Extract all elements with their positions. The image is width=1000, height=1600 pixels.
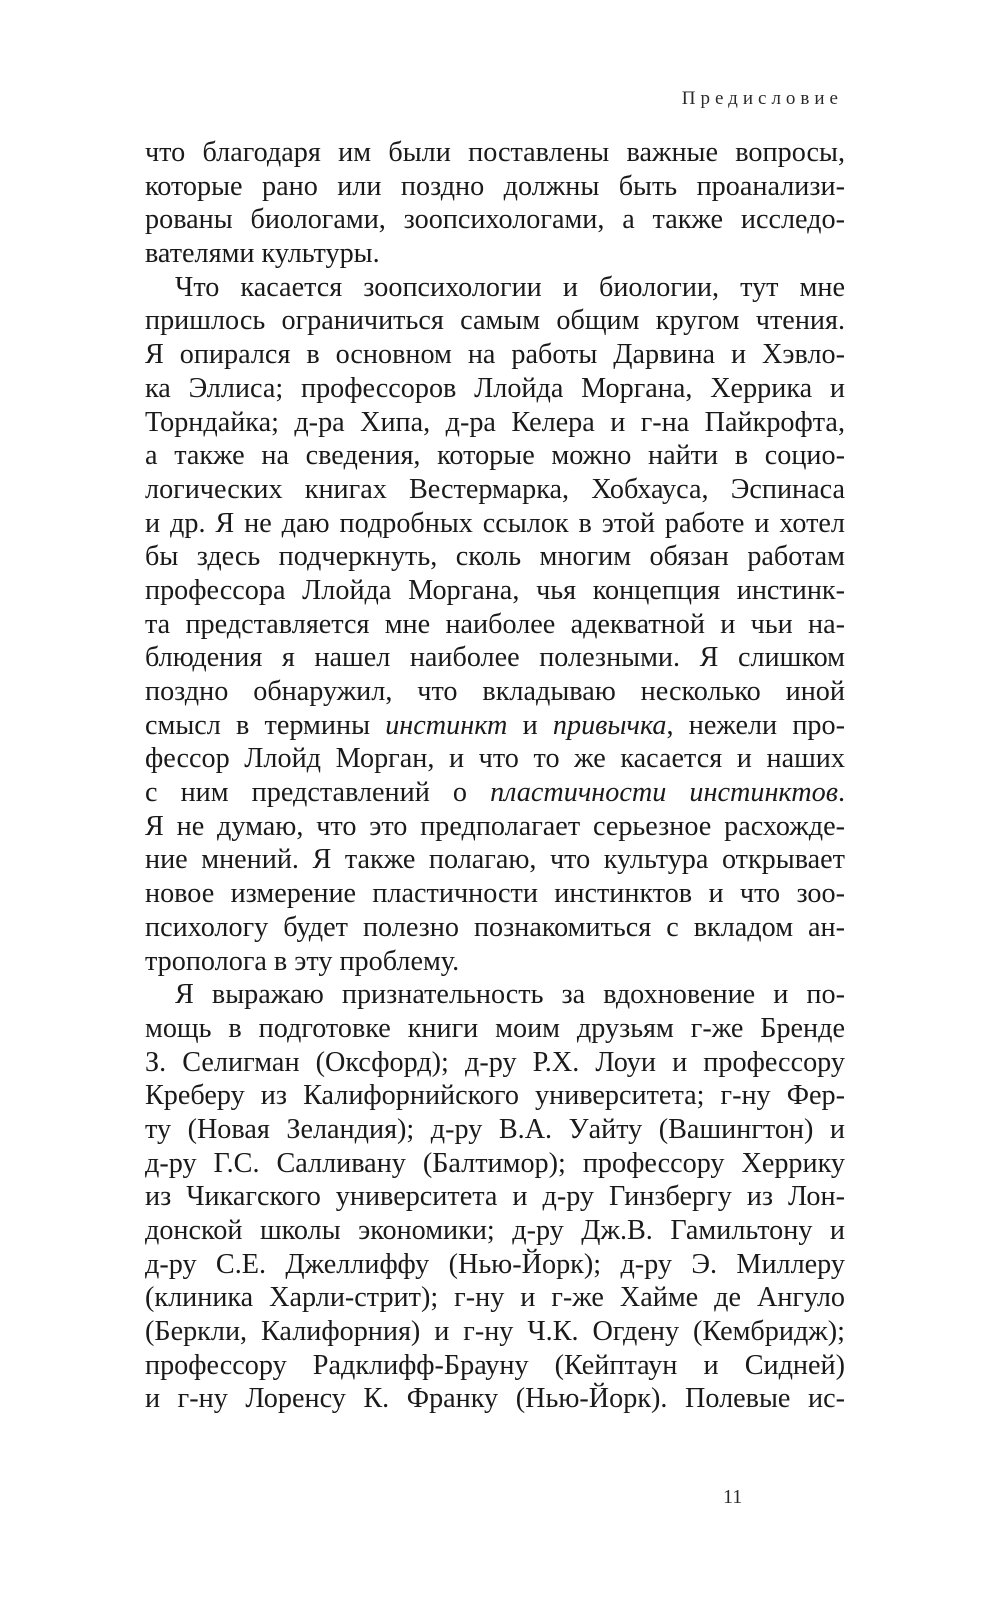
text-run: и [507, 709, 553, 741]
text-line: ка Эллиса; профессоров Ллойда Моргана, Херрика и [145, 372, 845, 404]
text-run: , нежели про- [666, 709, 845, 741]
text-line: Креберу из Калифорнийского университета; г-ну Фер- [145, 1080, 845, 1112]
text-line: ние мнений. Я также полагаю, что культура открывает [145, 844, 845, 876]
text-line: та представляется мне наиболее адекватной и чьи на- [145, 608, 845, 640]
text-line-with-italics [145, 776, 845, 810]
text-line: вателями культуры. [145, 238, 380, 270]
text-line: а также на сведения, которые можно найти в социо- [145, 440, 845, 472]
text-line: д-ру С.Е. Джеллиффу (Нью-Йорк); д-ру Э. Миллеру [145, 1248, 845, 1280]
text-line: Я не думаю, что это предполагает серьезное расхожде- [145, 810, 845, 842]
text-line: блюдения я нашел наиболее полезными. Я слишком [145, 642, 845, 674]
text-line: профессора Ллойда Моргана, чья концепция инстинк- [145, 574, 845, 606]
paragraph-start-line: Что касается зоопсихологии и биологии, тут мне [175, 271, 845, 303]
text-line: бы здесь подчеркнуть, сколь многим обязан работам [145, 541, 845, 573]
text-run: смысл в термины [145, 709, 386, 741]
text-line-with-italics [145, 709, 845, 743]
italic-term: инстинкт [385, 709, 508, 741]
text-line: д-ру Г.С. Салливану (Балтимор); профессору Херрику [145, 1147, 845, 1179]
text-line: фессор Ллойд Морган, и что то же касается и наших [145, 743, 845, 775]
text-run: с ним представлений о [145, 777, 491, 809]
text-line: Торндайка; д-ра Хипа, д-ра Келера и г-на Пайкрофта, [145, 406, 845, 438]
text-line: что благодаря им были поставлены важные вопросы, [145, 137, 845, 168]
paragraph-start-line: Я выражаю признательность за вдохновение и по- [175, 979, 845, 1011]
body-text [145, 136, 845, 1416]
text-line: пришлось ограничиться самым общим кругом чтения. [145, 305, 845, 337]
text-run: . [837, 777, 845, 809]
text-line: и др. Я не даю подробных ссылок в этой работе и хотел [145, 507, 845, 539]
text-line: логических книгах Вестермарка, Хобхауса, Эспинаса [145, 473, 845, 505]
text-line: профессору Радклифф-Брауну (Кейптаун и Сидней) [145, 1349, 845, 1381]
text-line: мощь в подготовке книги моим друзьям г-же Бренде [145, 1012, 845, 1044]
text-line: из Чикагского университета и д-ру Гинзбергу из Лон- [145, 1181, 845, 1213]
text-line: рованы биологами, зоопсихологами, а также исследо- [145, 204, 845, 236]
text-line: трополога в эту проблему. [145, 945, 460, 977]
text-line: поздно обнаружил, что вкладываю несколько иной [145, 676, 845, 707]
running-head: Предисловие [681, 88, 843, 109]
text-line: Я опирался в основном на работы Дарвина и Хэвло- [145, 339, 845, 371]
text-line: которые рано или поздно должны быть проанализи- [145, 170, 845, 202]
italic-term: пластичности инстинктов [490, 777, 838, 809]
text-line: психологу будет полезно познакомиться с вкладом ан- [145, 911, 845, 943]
text-line: (клиника Харли-стрит); г-ну и г-же Хайме де Ангуло [145, 1282, 845, 1314]
page-number: 11 [723, 1486, 743, 1508]
text-line: донской школы экономики; д-ру Дж.В. Гамильтону и [145, 1215, 845, 1246]
text-line: новое измерение пластичности инстинктов и что зоо- [145, 878, 845, 910]
text-line: (Беркли, Калифорния) и г-ну Ч.К. Огдену (Кембридж); [145, 1316, 845, 1348]
italic-term: привычка [552, 709, 667, 741]
text-line: З. Селигман (Оксфорд); д-ру Р.Х. Лоуи и профессору [145, 1046, 845, 1078]
text-line: ту (Новая Зеландия); д-ру В.А. Уайту (Вашингтон) и [145, 1113, 845, 1145]
text-line: и г-ну Лоренсу К. Франку (Нью-Йорк). Полевые ис- [145, 1383, 845, 1415]
